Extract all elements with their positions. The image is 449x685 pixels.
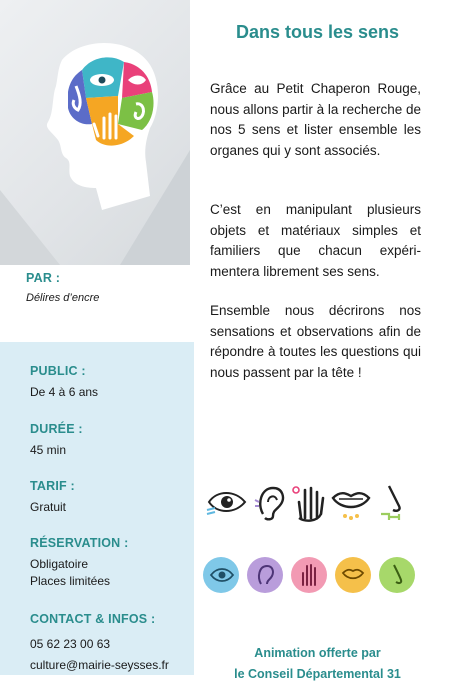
public-section xyxy=(30,364,98,401)
senses-illustration xyxy=(0,0,190,265)
price-value: Gratuit xyxy=(30,500,67,514)
goal-paragraph: Ensemble nous décrirons nos sensations et observations afin de répondre à toutes les questions qui nous passent par la tête ! xyxy=(210,303,421,380)
ear-circle-icon xyxy=(247,557,283,593)
sponsor-notice xyxy=(200,643,435,685)
sponsor-line-2: le Conseil Départemental 31 xyxy=(234,667,401,681)
ear-icon xyxy=(253,484,287,522)
contact-phone[interactable]: 05 62 23 00 63 xyxy=(30,637,111,651)
mouth-circle-icon xyxy=(335,557,371,593)
reservation-label: RÉSERVATION : xyxy=(30,536,129,550)
method-paragraph: C’est en manipulant plusieurs objets et matériaux simples et familiers que chacun expéri-mentera librement ses sens. xyxy=(210,202,421,279)
duration-label: DURÉE : xyxy=(30,422,83,436)
author-block xyxy=(26,271,186,304)
par-label: PAR : xyxy=(26,271,61,285)
duration-value: 45 min xyxy=(30,443,67,457)
page-title: Dans tous les sens xyxy=(235,22,400,42)
nose-icon xyxy=(375,484,415,524)
public-value: De 4 à 6 ans xyxy=(30,385,99,399)
duration-section xyxy=(30,422,83,459)
contact-label: CONTACT & INFOS : xyxy=(30,612,156,626)
mouth-icon xyxy=(331,488,371,522)
reservation-limited: Places limitées xyxy=(30,574,111,588)
eye-circle-icon xyxy=(203,557,239,593)
head-brain-icon xyxy=(0,0,190,265)
hand-circle-icon xyxy=(291,557,327,593)
price-label: TARIF : xyxy=(30,479,75,493)
hand-icon xyxy=(291,484,327,522)
nose-circle-icon xyxy=(379,557,415,593)
sense-circle-icons xyxy=(203,557,418,597)
public-label: PUBLIC : xyxy=(30,364,86,378)
reservation-section xyxy=(30,536,128,590)
info-panel xyxy=(0,342,194,675)
price-section xyxy=(30,479,75,516)
author-name: Délires d’encre xyxy=(26,292,100,304)
intro-paragraph: Grâce au Petit Chaperon Rouge, nous allons partir à la recherche de nos 5 sens et lister ensemble les organes qui y sont associés. xyxy=(210,81,421,158)
sponsor-line-1: Animation offerte par xyxy=(254,646,381,660)
contact-section xyxy=(30,612,169,676)
eye-icon xyxy=(205,486,247,520)
reservation-required: Obligatoire xyxy=(30,557,89,571)
sense-line-icons xyxy=(203,484,418,524)
contact-email[interactable]: culture@mairie-seysses.fr xyxy=(30,658,169,672)
